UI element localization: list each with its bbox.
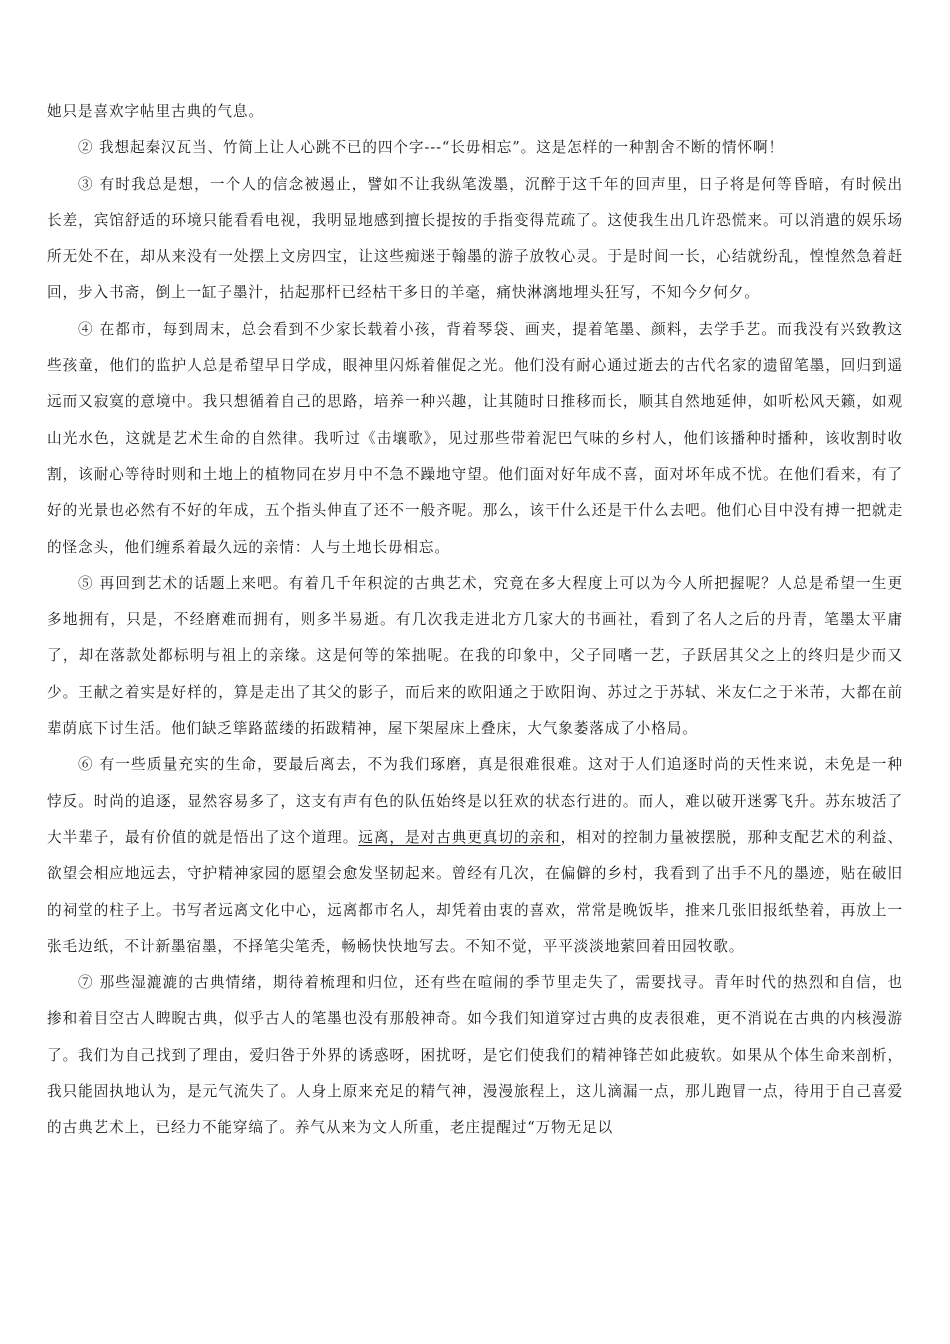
paragraph-7: ⑦ 那些湿漉漉的古典情绪，期待着梳理和归位，还有些在喧闹的季节里走失了，需要找寻。青年时代的热烈和自信，也掺和着目空古人睥睨古典，似乎古人的笔墨也没有那般神奇。如今我们知道穿过古典的皮表很难，更不消说在古典的内核漫游了。我们为自己找到了理由，爱归咎于外界的诱惑呀，困扰呀，是它们使我们的精神锋芒如此疲软。如果从个体生命来剖析，我只能固执地认为，是元气流失了。人身上原来充足的精气神，漫漫旅程上，这儿滴漏一点，那儿跑冒一点，待用于自己喜爱的古典艺术上，已经力不能穿缟了。养气从来为文人所重，老庄提醒过“万物无足以 bbox=[47, 974, 903, 1137]
paragraph-1-continuation: 她只是喜欢字帖里古典的气息。 bbox=[47, 103, 264, 120]
paragraph-3: ③ 有时我总是想，一个人的信念被遏止，譬如不让我纵笔泼墨，沉醉于这千年的回声里，日子将是何等昏暗，有时候出长差，宾馆舒适的环境只能看看电视，我明显地感到擅长提按的手指变得荒疏了。这使我生出几许恐慌来。可以消遣的娱乐场所无处不在，却从来没有一处摆上文房四宝，让这些痴迷于翰墨的游子放牧心灵。于是时间一长，心结就纷乱，惶惶然急着赶回，步入书斋，倒上一缸子墨汁，拈起那杆已经枯干多日的羊毫，痛快淋漓地埋头狂写，不知今夕何夕。 bbox=[47, 175, 903, 302]
paragraph-5: ⑤ 再回到艺术的话题上来吧。有着几千年积淀的古典艺术，究竟在多大程度上可以为今人所把握呢？人总是希望一生更多地拥有，只是，不经磨难而拥有，则多半易逝。有几次我走进北方几家大的书画社，看到了名人之后的丹青，笔墨太平庸了，却在落款处都标明与祖上的亲缘。这是何等的笨拙呢。在我的印象中，父子同嗜一艺，子跃居其父之上的终归是少而又少。王献之着实是好样的，算是走出了其父的影子，而后来的欧阳通之于欧阳询、苏过之于苏轼、米友仁之于米芾，大都在前辈荫底下讨生活。他们缺乏筚路蓝缕的拓跋精神，屋下架屋床上叠床，大气象萎落成了小格局。 bbox=[47, 574, 903, 738]
paragraph-4: ④ 在都市，每到周末，总会看到不少家长载着小孩，背着琴袋、画夹，提着笔墨、颜料，去学手艺。而我没有兴致教这些孩童，他们的监护人总是希望早日学成，眼神里闪烁着催促之光。他们没有耐心通过逝去的古代名家的遗留笔墨，回归到遥远而又寂寞的意境中。我只想循着自己的思路，培养一种兴趣，让其随时日推移而长，顺其自然地延伸，如听松风天籁，如观山光水色，这就是艺术生命的自然律。我听过《击壤歌》，见过那些带着泥巴气味的乡村人，他们该播种时播种，该收割时收割，该耐心等待时则和土地上的植物同在岁月中不急不躁地守望。他们面对好年成不喜，面对坏年成不忧。在他们看来，有了好的光景也必然有不好的年成，五个指头伸直了还不一般齐呢。那么，该干什么还是干什么去吧。他们心目中没有搏一把就走的怪念头，他们缠系着最久远的亲情：人与土地长毋相忘。 bbox=[47, 320, 903, 556]
paragraph-6-after: ，相对的控制力量被摆脱，那种支配艺术的利益、欲望会相应地远去，守护精神家园的愿望会愈发坚韧起来。曾经有几次，在偏僻的乡村，我看到了出手不凡的墨迹，贴在破旧的祠堂的柱子上。书写者远离文化中心，远离都市名人，却凭着由衷的喜欢，常常是晚饭毕，推来几张旧报纸垫着，再放上一张毛边纸，不计新墨宿墨，不择笔尖笔秃，畅畅快快地写去。不知不觉，平平淡淡地萦回着田园牧歌。 bbox=[47, 828, 903, 955]
document-page bbox=[47, 94, 903, 1147]
underlined-sentence: 远离，是对古典更真切的亲和 bbox=[358, 828, 561, 846]
paragraph-6 bbox=[47, 747, 903, 965]
paragraph-6-before: ⑥ 有一些质量充实的生命，要最后离去，不为我们琢磨，真是很难很难。这对于人们追逐时尚的天性来说，未免是一种悖反。时尚的追逐，显然容易多了，这支有声有色的队伍始终是以狂欢的状态行进的。而人，难以破开迷雾飞升。苏东坡活了大半辈子，最有价值的就是悟出了这个道理。 bbox=[47, 756, 903, 846]
paragraph-2: ② 我想起秦汉瓦当、竹简上让人心跳不已的四个字---“长毋相忘”。这是怎样的一种割舍不断的情怀啊！ bbox=[78, 139, 784, 157]
